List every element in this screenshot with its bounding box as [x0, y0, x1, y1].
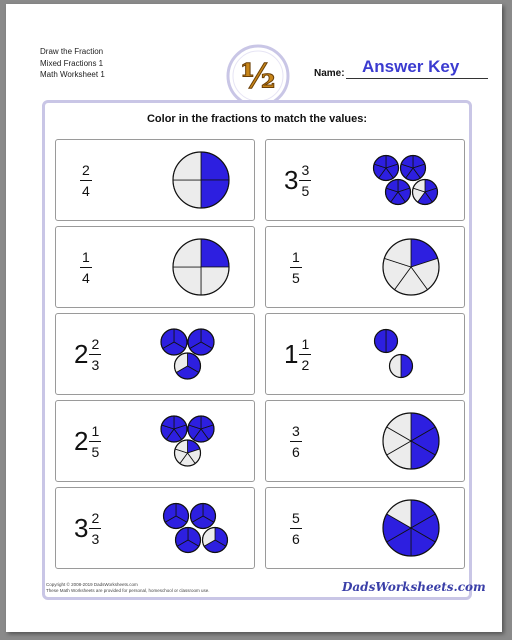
fraction-value: [74, 401, 101, 481]
problems-frame: [42, 100, 472, 600]
circle-segment[interactable]: [375, 330, 387, 353]
fraction-stack: [290, 250, 302, 285]
fraction-circle-1[interactable]: [161, 329, 187, 355]
instructions: Color in the fractions to match the values:: [146, 113, 368, 125]
numerator: 1: [80, 250, 92, 268]
problem-cell: [265, 487, 465, 569]
copyright-text: Copyright © 2008-2019 DadsWorksheets.com: [46, 582, 138, 587]
fraction-circle-4[interactable]: [412, 180, 437, 205]
circle-segment[interactable]: [401, 355, 412, 378]
fraction-circles[interactable]: [156, 488, 246, 568]
fraction-value: [284, 140, 311, 220]
fraction-value: [284, 314, 311, 394]
fraction-circle-2[interactable]: [188, 416, 214, 442]
denominator: 6: [292, 530, 300, 547]
fraction-circles[interactable]: [156, 140, 246, 220]
worksheet-number: Math Worksheet 1: [40, 70, 105, 79]
fraction-stack: [299, 163, 311, 198]
fraction-circle-1[interactable]: [173, 239, 229, 295]
name-line: [346, 78, 488, 79]
fraction-circles[interactable]: [156, 227, 246, 307]
fraction-circle-1[interactable]: [161, 416, 187, 442]
whole-number: 2: [74, 339, 89, 369]
denominator: 5: [91, 443, 100, 460]
fraction-circles[interactable]: [366, 227, 456, 307]
whole-number: 2: [74, 426, 89, 456]
footer-copyright: [46, 582, 210, 594]
numerator: 3: [290, 424, 302, 442]
numerator: 1: [290, 250, 302, 268]
denominator: 6: [292, 443, 300, 460]
logo-fraction-text: ½: [240, 57, 276, 97]
fraction-value: [74, 488, 101, 568]
fraction-stack: [89, 337, 101, 372]
fraction-circle-1[interactable]: [383, 500, 439, 556]
fraction-value: [80, 140, 92, 220]
whole-number: 1: [284, 339, 299, 369]
usage-note: These Math Worksheets are provided for personal, homeschool or classroom use.: [46, 588, 210, 593]
denominator: 3: [91, 356, 100, 373]
problem-cell: [55, 400, 255, 482]
denominator: 3: [91, 530, 100, 547]
fraction-circle-3[interactable]: [175, 528, 200, 553]
denominator: 2: [301, 356, 310, 373]
fraction-circle-3[interactable]: [385, 180, 410, 205]
fraction-stack: [299, 337, 311, 372]
problem-cell: [55, 487, 255, 569]
whole-number: 3: [284, 165, 299, 195]
worksheet-title: Draw the Fraction: [40, 47, 104, 56]
circle-segment[interactable]: [386, 330, 398, 353]
half-fraction-logo-icon: [226, 44, 290, 108]
fraction-circles[interactable]: [156, 401, 246, 481]
numerator: 2: [80, 163, 92, 181]
answer-key-text: Answer Key: [362, 57, 460, 76]
numerator: 1: [299, 337, 311, 355]
fraction-circles[interactable]: [366, 401, 456, 481]
numerator: 2: [89, 337, 101, 355]
worksheet-subtitle: Mixed Fractions 1: [40, 58, 104, 68]
fraction-circle-3[interactable]: [174, 353, 200, 379]
fraction-circles[interactable]: [156, 314, 246, 394]
fraction-value: [290, 488, 302, 568]
whole-number: 3: [74, 513, 89, 543]
problem-cell: [265, 400, 465, 482]
denominator: 5: [301, 182, 310, 199]
fraction-stack: [89, 424, 101, 459]
fraction-circle-1[interactable]: [383, 239, 439, 295]
fraction-circle-1[interactable]: [163, 504, 188, 529]
fraction-stack: [80, 250, 92, 285]
numerator: 5: [290, 511, 302, 529]
problem-cell: [265, 139, 465, 221]
fraction-circle-3[interactable]: [175, 440, 201, 466]
numerator: 1: [89, 424, 101, 442]
problem-cell: [265, 313, 465, 395]
numerator: 2: [89, 511, 101, 529]
worksheet-page: [6, 4, 502, 632]
problem-cell: [55, 226, 255, 308]
problem-cell: [55, 313, 255, 395]
fraction-circle-1[interactable]: [383, 413, 439, 469]
fraction-stack: [290, 424, 302, 459]
fraction-circle-2[interactable]: [400, 156, 425, 181]
problem-cell: [55, 139, 255, 221]
circle-segment[interactable]: [390, 355, 401, 378]
fraction-circles[interactable]: [366, 314, 456, 394]
fraction-value: [80, 227, 92, 307]
fraction-circle-1[interactable]: [375, 330, 398, 353]
denominator: 4: [82, 269, 90, 286]
fraction-circle-1[interactable]: [373, 156, 398, 181]
fraction-stack: [89, 511, 101, 546]
fraction-circles[interactable]: [366, 140, 456, 220]
fraction-circles[interactable]: [366, 488, 456, 568]
denominator: 5: [292, 269, 300, 286]
fraction-value: [290, 227, 302, 307]
dadsworksheets-logo: DadsWorksheets.com: [342, 580, 486, 594]
fraction-circle-2[interactable]: [190, 504, 215, 529]
fraction-circle-1[interactable]: [173, 152, 229, 208]
fraction-circle-2[interactable]: [390, 355, 413, 378]
numerator: 3: [299, 163, 311, 181]
fraction-value: [290, 401, 302, 481]
fraction-value: [74, 314, 101, 394]
fraction-circle-2[interactable]: [188, 329, 214, 355]
worksheet-info: [40, 46, 105, 81]
denominator: 4: [82, 182, 90, 199]
fraction-stack: [80, 163, 92, 198]
problem-cell: [265, 226, 465, 308]
fraction-circle-4[interactable]: [202, 528, 227, 553]
fraction-stack: [290, 511, 302, 546]
name-label: Name:: [314, 68, 345, 79]
